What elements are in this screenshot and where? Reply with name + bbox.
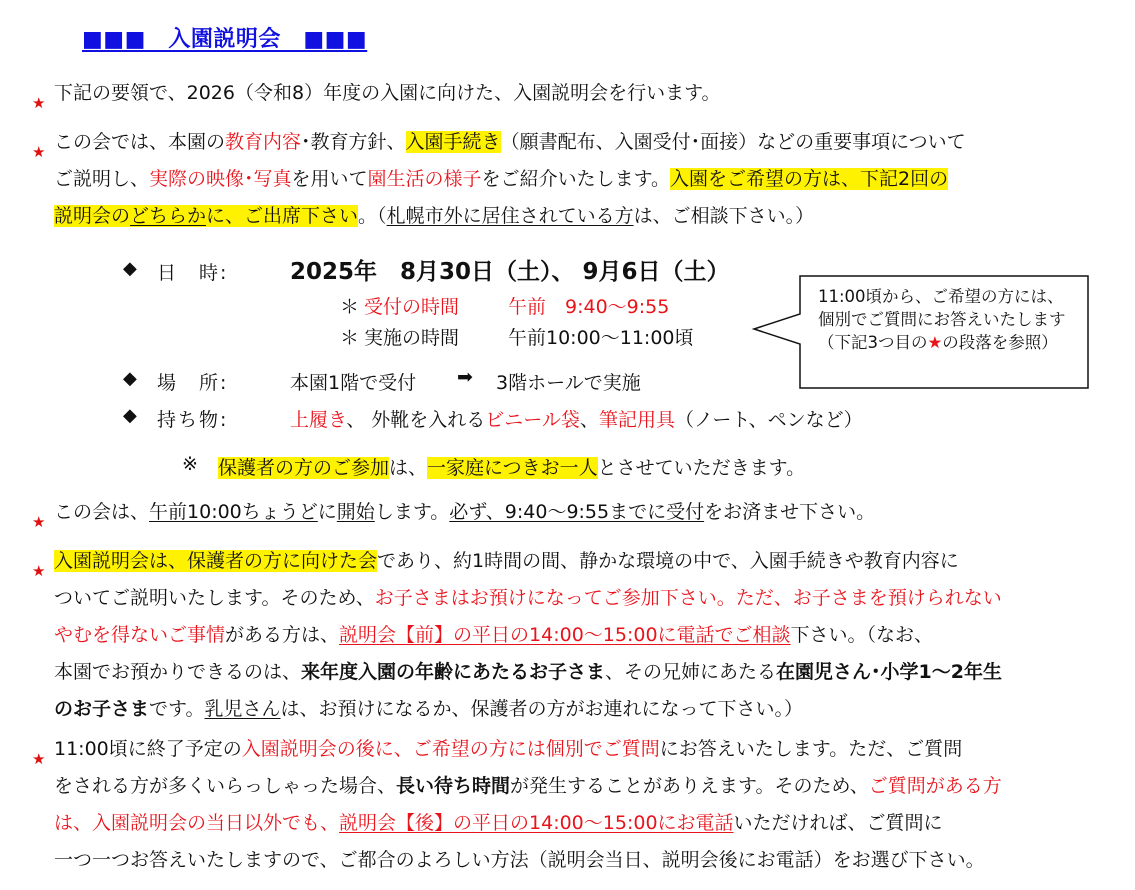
text-run: であり、約1時間の間、静かな環境の中で、入園手続きや教育内容に	[377, 550, 959, 572]
text-run: をご紹介いたします。	[481, 168, 671, 190]
childcare-text	[54, 543, 1112, 728]
start-time-text	[54, 494, 1112, 531]
diamond-bullet-icon: ◆	[123, 258, 137, 279]
text-run-highlight: 保護者の方のご参加	[218, 457, 390, 479]
text-run-highlight: 入園説明会は、保護者の方に向けた会	[54, 550, 378, 572]
reception-mark: ＊	[340, 296, 360, 318]
text-run: この会は、	[54, 501, 150, 523]
note-mark: ※	[182, 453, 198, 475]
overview-text	[54, 124, 1112, 235]
text-run: とさせていただきます。	[597, 457, 806, 479]
star-icon: ★	[32, 750, 46, 768]
star-icon: ★	[32, 562, 46, 580]
text-run-underline: 乳児さん	[204, 698, 281, 720]
text-run-underline: 必ず、9:40〜9:55までに受付	[449, 501, 705, 523]
diamond-bullet-icon: ◆	[123, 405, 137, 426]
text-run-red: 筆記用具	[598, 409, 675, 431]
text-run-red-underline: 説明会【前】の平日の14:00〜15:00に電話でご相談	[339, 624, 791, 646]
reception-time: 午前 9:40〜9:55	[508, 296, 670, 318]
overview-paragraph	[32, 124, 1112, 235]
text-run: 11:00頃から、ご希望の方には、個別でご質問にお答えいたします（下記3つ目の	[818, 287, 1066, 352]
text-run-highlight: 一家庭につきお一人	[427, 457, 598, 479]
reception-label: 受付の時間	[364, 296, 460, 318]
star-icon: ★	[32, 513, 46, 531]
text-run: 、 外靴を入れる	[346, 409, 486, 431]
items-value	[290, 405, 863, 432]
text-run: は、	[389, 457, 428, 479]
callout-text	[818, 285, 1080, 354]
attendance-note	[218, 453, 805, 480]
diamond-bullet-icon: ◆	[123, 368, 137, 389]
text-run-red: は、入園説明会の当日以外でも、	[54, 812, 340, 834]
text-run-underline: 札幌市外に居住されている方	[386, 205, 634, 227]
text-run-highlight: 説明会の	[54, 205, 131, 227]
right-arrow-icon: ➡	[457, 366, 473, 388]
text-run-highlight-underline: どちらか	[130, 205, 207, 227]
text-run: に	[317, 501, 337, 523]
text-run: は、お預けになるか、保護者の方がお連れになって下さい。）	[280, 698, 804, 720]
text-run-red: ビニール袋	[485, 409, 580, 431]
text-run: 、その兄姉にあたる	[605, 661, 777, 683]
text-run: 下さい。（なお、	[790, 624, 934, 646]
session-time: 午前10:00〜11:00頃	[508, 327, 694, 349]
text-run: （ノート、ペンなど）	[674, 409, 863, 431]
start-time-paragraph	[32, 494, 1112, 531]
text-run: は、ご相談下さい。）	[633, 205, 815, 227]
text-run-bold: のお子さま	[54, 698, 150, 720]
text-run-highlight: に、ご出席下さい	[206, 205, 359, 227]
text-run-bold: 長い待ち時間	[396, 775, 511, 797]
place-label: 場 所:	[157, 372, 229, 394]
star-icon: ★	[927, 333, 943, 352]
text-run-red: 実際の映像･写真	[149, 168, 292, 190]
text-run: この会では、本園の	[54, 131, 226, 153]
text-run: がある方は、	[225, 624, 340, 646]
place-value-hall: 3階ホールで実施	[496, 372, 641, 394]
text-run: いただければ、ご質問に	[733, 812, 943, 834]
text-run: をお済ませ下さい。	[704, 501, 876, 523]
text-run-red: ご質問がある方	[868, 775, 1002, 797]
text-run: ついてご説明いたします。そのため、	[54, 587, 375, 609]
text-run-bold: 在園児さん･小学1〜2年生	[776, 661, 1002, 683]
text-run: 11:00頃に終了予定の	[54, 738, 242, 760]
date-value: 2025年 8月30日（土）、 9月6日（土）	[290, 259, 730, 285]
text-run-red: やむを得ないご事情	[54, 624, 226, 646]
text-run-red: 園生活の様子	[367, 168, 482, 190]
text-run: を用いて	[291, 168, 368, 190]
items-label: 持ち物:	[157, 409, 229, 431]
intro-text: 下記の要領で、2026（令和8）年度の入園に向けた、入園説明会を行います。	[54, 82, 721, 104]
text-run-red: 教育内容	[225, 131, 302, 153]
childcare-paragraph	[32, 543, 1112, 728]
text-run: ･教育方針、	[301, 131, 406, 153]
text-run-red-underline: 説明会【後】の平日の14:00〜15:00にお電話	[339, 812, 734, 834]
text-run: 一つ一つお答えいたしますので、ご都合のよろしい方法（説明会当日、説明会後にお電話）をお選び下さい。	[54, 849, 985, 871]
star-icon: ★	[32, 94, 46, 112]
text-run-highlight: 入園をご希望の方は、下記2回の	[670, 168, 949, 190]
page-title: ■■■ 入園説明会 ■■■	[82, 27, 368, 52]
text-run-underline: 開始	[336, 501, 375, 523]
text-run: （願書配布、入園受付･面接）などの重要事項について	[500, 131, 966, 153]
text-run-red: お子さまはお預けになってご参加下さい。ただ、お子さまを預けられない	[374, 587, 1002, 609]
text-run: 。（	[358, 205, 387, 227]
text-run: の段落を参照）	[942, 333, 1058, 352]
text-run-red: 入園説明会の後に、ご希望の方には個別でご質問	[241, 738, 660, 760]
questions-paragraph	[32, 731, 1112, 879]
questions-text	[54, 731, 1112, 879]
text-run-underline: 午前10:00ちょうど	[149, 501, 318, 523]
text-run-red: 上履き	[290, 409, 347, 431]
text-run-bold: 来年度入園の年齢にあたるお子さま	[301, 661, 606, 683]
text-run-highlight: 入園手続き	[405, 131, 501, 153]
session-label: 実施の時間	[364, 327, 460, 349]
intro-paragraph	[32, 75, 1112, 112]
text-run: ご説明し、	[54, 168, 150, 190]
text-run: 本園でお預かりできるのは、	[54, 661, 302, 683]
text-run: します。	[374, 501, 450, 523]
text-run: をされる方が多くいらっしゃった場合、	[54, 775, 397, 797]
text-run: が発生することがありえます。そのため、	[510, 775, 869, 797]
session-mark: ＊	[340, 327, 360, 349]
text-run: 、	[579, 409, 599, 431]
date-label: 日 時:	[157, 262, 229, 284]
text-run: です。	[149, 698, 205, 720]
text-run: にお答えいたします。ただ、ご質問	[659, 738, 963, 760]
place-value-reception: 本園1階で受付	[290, 372, 417, 394]
star-icon: ★	[32, 143, 46, 161]
